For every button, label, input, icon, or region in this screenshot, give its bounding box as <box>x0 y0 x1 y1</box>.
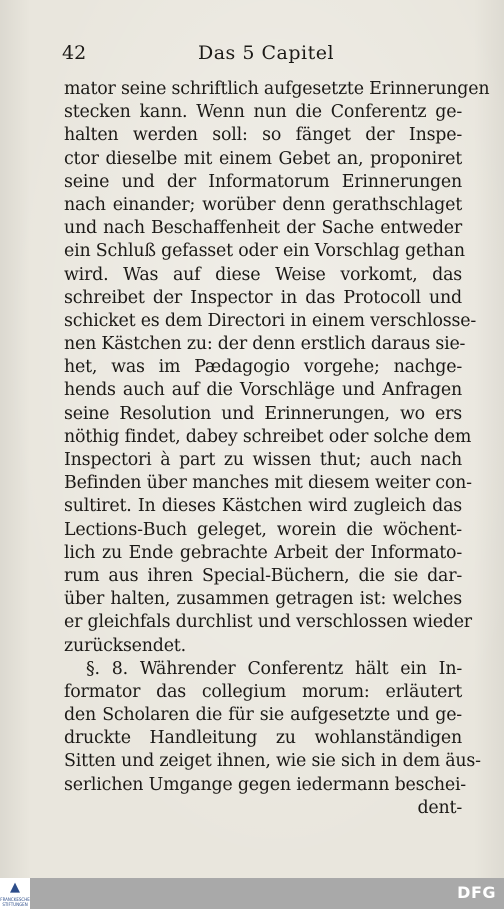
text-line: §. 8. Währender Conferentz hält ein In- <box>86 658 462 679</box>
text-line: Lections-Buch geleget, worein die wöchent- <box>64 519 462 540</box>
text-line: Inspectori à part zu wissen thut; auch nach <box>64 450 462 470</box>
text-line: lich zu Ende gebrachte Arbeit der Informato- <box>64 542 462 563</box>
text-line: ctor dieselbe mit einem Gebet an, proponiret <box>64 148 462 169</box>
building-icon: ▲ <box>10 880 20 895</box>
institution-logo[interactable] <box>0 878 30 909</box>
text-line: schreibet der Inspector in das Protocoll und <box>64 287 462 308</box>
text-line: sultiret. In dieses Kästchen wird zugleich das <box>64 496 462 517</box>
text-line: nach einander; worüber denn gerathschlaget <box>64 194 462 215</box>
text-line: nöthig findet, dabey schreibet oder solche dem <box>64 426 472 447</box>
text-line: serlichen Umgange gegen iedermann beschei- <box>64 774 466 795</box>
text-line: mator seine schriftlich aufgesetzte Erinnerungen <box>64 79 490 99</box>
running-title: Das 5 Capitel <box>198 42 335 64</box>
text-line: Befinden über manches mit diesem weiter con- <box>64 473 472 494</box>
text-line: het, was im Pædagogio vorgehe; nachge- <box>64 357 462 378</box>
text-line: rum aus ihren Special-Büchern, die sie dar- <box>64 565 462 586</box>
text-line: er gleichfals durchlist und verschlossen wieder <box>64 612 472 633</box>
text-line: schicket es dem Directori in einem verschlosse- <box>64 310 477 331</box>
text-line: formator das collegium morum: erläutert <box>64 681 462 702</box>
body-text <box>64 78 490 820</box>
text-line: seine und der Informatorum Erinnerungen <box>64 171 462 192</box>
text-line: halten werden soll: so fänget der Inspe- <box>64 125 462 146</box>
text-line: wird. Was auf diese Weise vorkomt, das <box>64 264 462 285</box>
text-line: über halten, zusammen getragen ist: welches <box>64 589 462 610</box>
text-line: seine Resolution und Erinnerungen, wo ers <box>64 403 462 424</box>
dfg-logo[interactable]: DFG <box>457 883 496 902</box>
text-line: den Scholaren die für sie aufgesetzte und ge- <box>64 705 462 726</box>
text-line: zurücksendet. <box>64 635 186 656</box>
text-line: nen Kästchen zu: der denn erstlich daraus sie- <box>64 334 466 355</box>
page-header <box>62 42 458 72</box>
text-line: Sitten und zeiget ihnen, wie sie sich in dem äus- <box>64 751 481 772</box>
text-line: druckte Handleitung zu wohlanständigen <box>64 728 462 749</box>
page-number: 42 <box>62 42 87 64</box>
text-line: ein Schluß gefasset oder ein Vorschlag gethan <box>64 241 465 262</box>
text-line: und nach Beschaffenheit der Sache entweder <box>64 218 462 239</box>
viewer-footer-bar <box>0 878 504 909</box>
text-line: stecken kann. Wenn nun die Conferentz ge- <box>64 102 462 123</box>
text-line: dent- <box>417 797 462 818</box>
logo-caption: FRANCKESCHE STIFTUNGEN <box>0 897 30 907</box>
text-line: hends auch auf die Vorschläge und Anfragen <box>64 380 462 401</box>
